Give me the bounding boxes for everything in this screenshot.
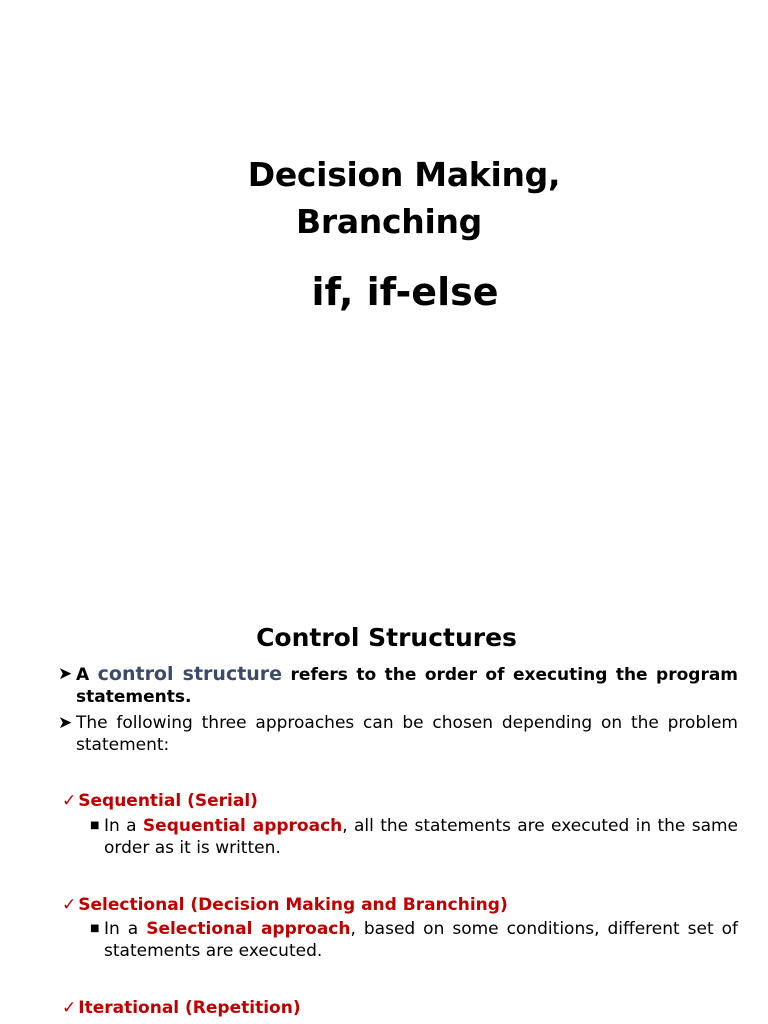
square-bullet-icon: ■ (90, 820, 100, 831)
heading-iterational: ✓ Iterational (Repetition) (62, 998, 301, 1018)
heading-selectional: ✓ Selectional (Decision Making and Branching) (62, 895, 508, 915)
bullet-lead: A (76, 665, 90, 685)
bullet-rest: refers to the order of executing the program statements. (76, 665, 739, 707)
bullet-control-structure (58, 663, 738, 708)
check-icon: ✓ (62, 791, 77, 811)
term-control-structure: control structure (97, 663, 283, 685)
slide-heading: Control Structures (256, 623, 517, 652)
heading-sequential: ✓ Sequential (Serial) (62, 791, 258, 811)
term-sequential-approach: Sequential approach (142, 816, 343, 836)
term-selectional-approach: Selectional approach (146, 919, 351, 939)
sub-bullet-sequential: ■ In a Sequential approach, all the statements are executed in the same order as it is written. (90, 816, 739, 858)
bullet-three-approaches (58, 712, 738, 756)
sub-bullet-selectional: ■ In a Selectional approach, based on some conditions, different set of statements are executed. (90, 919, 739, 961)
title-line-1: Decision Making, (247, 155, 561, 194)
arrow-bullet-icon: ➤ (58, 713, 73, 733)
slide-control-structures (0, 600, 768, 1024)
square-bullet-icon: ■ (90, 923, 100, 934)
bullet-text: The following three approaches can be chosen depending on the problem statement: (76, 713, 738, 755)
check-icon: ✓ (62, 895, 77, 915)
check-icon: ✓ (62, 998, 77, 1018)
arrow-bullet-icon: ➤ (58, 664, 73, 684)
subtitle: if, if-else (311, 270, 499, 314)
title-line-2: Branching (296, 202, 482, 241)
